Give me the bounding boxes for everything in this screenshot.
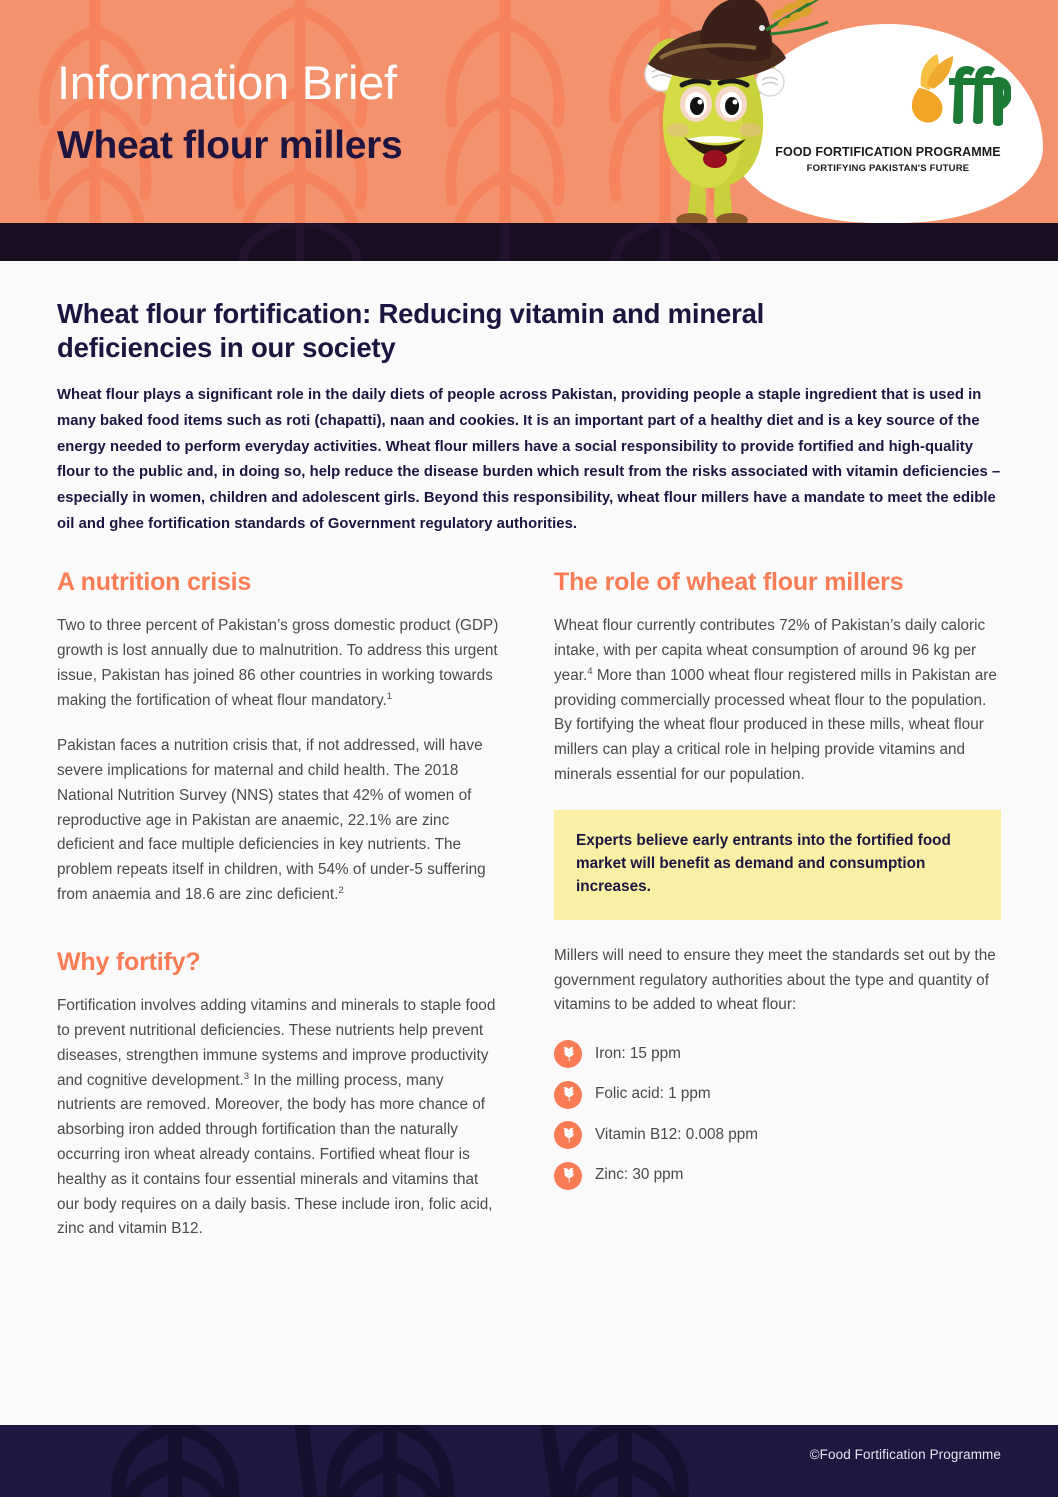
- callout-text: Experts believe early entrants into the fortified food market will benefit as demand and consumption increases.: [576, 831, 951, 896]
- footer-copyright: ©Food Fortification Programme: [809, 1447, 1001, 1462]
- section-heading-role-of-millers: The role of wheat flour millers: [554, 567, 904, 596]
- page-title-main: Information Brief: [57, 56, 397, 109]
- section-heading-why-fortify: Why fortify?: [57, 947, 201, 976]
- paragraph-text-b: In the milling process, many nutrients are removed. Moreover, the body has more chance of absorbing iron added through fortification than the naturally occurring iron wheat already contains. Fortified wheat flour is healthy as it contains four essential minerals and vitamins that our body requires on a daily basis. These include iron, folic acid, zinc and vitamin B12.: [57, 1071, 493, 1238]
- list-item-label: Vitamin B12: 0.008 ppm: [595, 1125, 758, 1143]
- header-title-group: [57, 58, 402, 168]
- footnote-marker-3: 3: [243, 1070, 250, 1082]
- page-header: [0, 0, 1058, 223]
- paragraph-text: Pakistan faces a nutrition crisis that, if not addressed, will have severe implications for maternal and child health. The 2018 National Nutrition Survey (NNS) states that 42% of women of reproductive age in Pakistan are anaemic, 22.1% are zinc deficient and face multiple deficiencies in key nutrients. The problem repeats itself in children, with 54% of under-5 suffering from anaemia and 18.6 are zinc deficient.: [57, 737, 486, 903]
- list-item-label: Zinc: 30 ppm: [595, 1166, 684, 1184]
- list-item: [554, 1121, 1001, 1149]
- left-column: [57, 568, 504, 1243]
- why-fortify-paragraph: [57, 994, 504, 1242]
- footnote-marker-2: 2: [338, 884, 344, 896]
- wheat-mascot-icon: [600, 0, 830, 223]
- logo-programme-name: FOOD FORTIFICATION PROGRAMME: [775, 145, 1001, 159]
- experts-callout-box: [554, 810, 1001, 920]
- logo-tagline: FORTIFYING PAKISTAN'S FUTURE: [806, 163, 970, 174]
- list-item: [554, 1081, 1001, 1109]
- list-item-label: Folic acid: 1 ppm: [595, 1085, 711, 1103]
- nutrient-standards-list: [554, 1040, 1001, 1190]
- wheat-bullet-icon: [554, 1121, 582, 1149]
- document-content: [0, 261, 1058, 1242]
- paragraph-text-a: Wheat flour currently contributes 72% of Pakistan’s daily caloric intake, with per capita wheat consumption of around 96 kg per year.: [554, 617, 986, 684]
- header-dark-band: [0, 223, 1058, 261]
- ffp-logo-icon: [901, 46, 1011, 132]
- paragraph-text-a: Fortification involves adding vitamins and minerals to staple food to prevent nutritional deficiencies. These nutrients help prevent diseases, strengthen immune systems and improve productivity and cognitive development.: [57, 997, 496, 1089]
- page-title-sub: Wheat flour millers: [57, 123, 403, 167]
- wheat-bullet-icon: [554, 1081, 582, 1109]
- nutrition-crisis-paragraph-2: [57, 734, 504, 907]
- two-column-layout: [57, 568, 1001, 1243]
- nutrition-crisis-paragraph-1: [57, 614, 504, 713]
- standards-intro-paragraph: Millers will need to ensure they meet the standards set out by the government regulatory authorities about the type and quantity of vitamins to be added to wheat flour:: [554, 946, 996, 1014]
- footnote-marker-4: 4: [587, 665, 593, 677]
- section-heading-nutrition-crisis: A nutrition crisis: [57, 567, 252, 596]
- right-column: [554, 568, 1001, 1203]
- wheat-bullet-icon: [554, 1040, 582, 1068]
- wheat-bullet-icon: [554, 1162, 582, 1190]
- footnote-marker-1: 1: [386, 690, 393, 702]
- list-item: [554, 1040, 1001, 1068]
- list-item-label: Iron: 15 ppm: [595, 1044, 681, 1062]
- dark-band-pattern: [0, 223, 1058, 261]
- role-of-millers-paragraph: [554, 614, 1001, 787]
- paragraph-text-b: More than 1000 wheat flour registered mills in Pakistan are providing commercially processed wheat flour to the population. By fortifying the wheat flour produced in these mills, wheat flour millers can play a critical role in helping provide vitamins and minerals essential for our population.: [554, 666, 997, 783]
- page-footer: [0, 1425, 1058, 1497]
- intro-paragraph: Wheat flour plays a significant role in the daily diets of people across Pakistan, providing people a staple ingredient that is used in many baked food items such as roti (chapatti), naan and cookies. It is an important part of a healthy diet and is a key source of the energy needed to perform everyday activities. Wheat flour millers have a social responsibility to provide fortified and high-quality flour to the public and, in doing so, help reduce the disease burden which result from the risks associated with vitamin deficiencies – especially in women, children and adolescent girls. Beyond this responsibility, wheat flour millers have a mandate to meet the edible oil and ghee fortification standards of Government regulatory authorities.: [57, 387, 1001, 532]
- document-heading: Wheat flour fortification: Reducing vitamin and mineral deficiencies in our society: [57, 298, 765, 363]
- list-item: [554, 1162, 1001, 1190]
- paragraph-text: Two to three percent of Pakistan’s gross domestic product (GDP) growth is lost annually due to malnutrition. To address this urgent issue, Pakistan has joined 86 other countries in working towards making the fortification of wheat flour mandatory.: [57, 617, 499, 709]
